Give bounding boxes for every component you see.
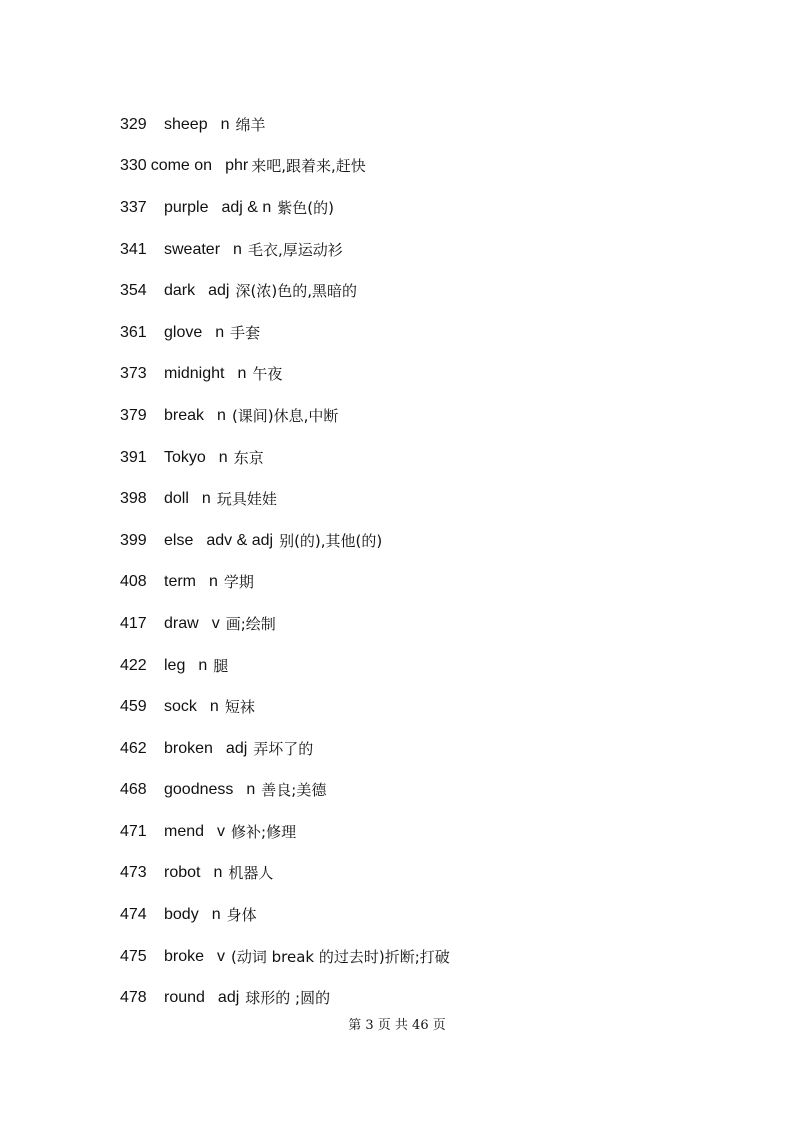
entry-part-of-speech: phr — [225, 157, 249, 175]
vocab-entry — [120, 603, 740, 645]
entry-number: 422 — [120, 656, 147, 674]
page-number-label: 第 3 页 共 46 页 — [348, 1018, 446, 1033]
entry-word: purple — [164, 198, 209, 216]
entry-word: broken — [164, 739, 213, 757]
entry-part-of-speech: adj — [225, 739, 248, 757]
entry-word: midnight — [164, 365, 225, 383]
vocab-entry — [120, 395, 740, 437]
entry-meaning: 善良;美德 — [261, 781, 327, 800]
entry-number: 459 — [120, 698, 147, 716]
entry-part-of-speech: adj & n — [221, 198, 272, 216]
entry-part-of-speech: n — [213, 864, 223, 882]
entry-meaning: 别(的),其他(的) — [279, 531, 383, 550]
entry-word: round — [164, 989, 205, 1007]
entry-part-of-speech: n — [211, 906, 221, 924]
entry-meaning: (课间)休息,中断 — [231, 406, 339, 425]
entry-number: 473 — [120, 864, 147, 882]
entry-meaning: 来吧,跟着来,赶快 — [251, 157, 366, 176]
entry-meaning: 短袜 — [224, 698, 255, 717]
vocab-entry — [120, 270, 740, 312]
entry-part-of-speech: n — [233, 240, 242, 258]
vocab-entry — [120, 686, 740, 728]
page-footer — [0, 1014, 794, 1033]
entry-number: 391 — [120, 448, 147, 466]
entry-part-of-speech: n — [218, 448, 228, 466]
entry-meaning: 紫色(的) — [277, 198, 335, 217]
entry-part-of-speech: v — [211, 614, 220, 632]
entry-word: sheep — [164, 115, 208, 133]
entry-number: 341 — [120, 240, 147, 258]
entry-word: Tokyo — [164, 448, 206, 466]
entry-meaning: 午夜 — [252, 365, 283, 384]
entry-number: 417 — [120, 614, 147, 632]
entry-meaning: 身体 — [226, 906, 257, 925]
entry-part-of-speech: n — [217, 406, 226, 424]
entry-word: sweater — [164, 240, 221, 258]
entry-meaning: 手套 — [230, 323, 261, 342]
vocab-entry — [120, 187, 740, 229]
entry-number: 361 — [120, 323, 147, 341]
vocab-entry — [120, 354, 740, 396]
entry-part-of-speech: n — [198, 656, 208, 674]
vocab-entry — [120, 478, 740, 520]
entry-meaning: 东京 — [233, 448, 264, 467]
entry-word: broke — [164, 947, 205, 965]
entry-meaning: 机器人 — [228, 864, 274, 883]
entry-word: robot — [164, 864, 201, 882]
vocab-entry — [120, 811, 740, 853]
vocab-entry — [120, 894, 740, 936]
entry-meaning: 球形的 ;圆的 — [245, 989, 331, 1008]
entry-word: else — [164, 531, 194, 549]
entry-word: leg — [164, 656, 186, 674]
entry-word: dark — [164, 282, 196, 300]
entry-number: 471 — [120, 822, 147, 840]
entry-number: 379 — [120, 406, 147, 424]
entry-word: mend — [164, 822, 205, 840]
vocabulary-list — [120, 104, 740, 1019]
vocab-entry — [120, 520, 740, 562]
entry-number: 330 — [120, 157, 147, 175]
vocab-entry — [120, 936, 740, 978]
entry-meaning: 腿 — [213, 656, 229, 675]
vocab-entry — [120, 562, 740, 604]
entry-meaning: 弄坏了的 — [253, 739, 314, 758]
vocab-entry — [120, 312, 740, 354]
entry-word: sock — [164, 698, 197, 716]
entry-word: doll — [164, 490, 189, 508]
entry-number: 462 — [120, 739, 147, 757]
vocab-entry — [120, 770, 740, 812]
entry-number: 475 — [120, 947, 147, 965]
vocab-entry — [120, 853, 740, 895]
vocab-entry — [120, 977, 740, 1019]
entry-number: 468 — [120, 781, 147, 799]
entry-part-of-speech: n — [209, 698, 219, 716]
entry-part-of-speech: adj — [217, 989, 240, 1007]
entry-number: 354 — [120, 282, 147, 300]
vocab-entry — [120, 437, 740, 479]
entry-word: break — [164, 406, 205, 424]
entry-part-of-speech: n — [215, 323, 225, 341]
entry-word: body — [164, 906, 199, 924]
entry-part-of-speech: n — [209, 573, 218, 591]
entry-part-of-speech: adv & adj — [206, 531, 274, 549]
entry-part-of-speech: n — [246, 781, 256, 799]
entry-number: 373 — [120, 365, 147, 383]
entry-word: glove — [164, 323, 203, 341]
entry-number: 478 — [120, 989, 147, 1007]
entry-part-of-speech: adj — [208, 282, 230, 300]
entry-meaning: 毛衣,厚运动衫 — [247, 240, 343, 259]
entry-word: come on — [150, 157, 213, 175]
vocab-entry — [120, 728, 740, 770]
entry-number: 474 — [120, 906, 147, 924]
entry-meaning: 玩具娃娃 — [216, 490, 277, 509]
entry-part-of-speech: n — [237, 365, 247, 383]
entry-number: 329 — [120, 115, 147, 133]
entry-number: 398 — [120, 490, 147, 508]
entry-word: draw — [164, 614, 199, 632]
vocab-entry — [120, 229, 740, 271]
entry-word: term — [164, 573, 196, 591]
entry-part-of-speech: n — [220, 115, 230, 133]
entry-word: goodness — [164, 781, 234, 799]
entry-number: 399 — [120, 531, 147, 549]
entry-part-of-speech: v — [217, 947, 226, 965]
entry-number: 337 — [120, 198, 147, 216]
vocab-entry — [120, 104, 740, 146]
entry-meaning: 修补;修理 — [231, 822, 297, 841]
entry-meaning: 绵羊 — [235, 115, 266, 134]
vocab-entry — [120, 645, 740, 687]
entry-meaning: (动词 break 的过去时)折断;打破 — [231, 947, 450, 966]
entry-part-of-speech: v — [217, 822, 226, 840]
entry-meaning: 学期 — [223, 573, 254, 592]
vocab-entry — [120, 146, 740, 188]
entry-part-of-speech: n — [201, 490, 211, 508]
entry-number: 408 — [120, 573, 147, 591]
entry-meaning: 深(浓)色的,黑暗的 — [235, 282, 357, 301]
entry-meaning: 画;绘制 — [225, 614, 276, 633]
